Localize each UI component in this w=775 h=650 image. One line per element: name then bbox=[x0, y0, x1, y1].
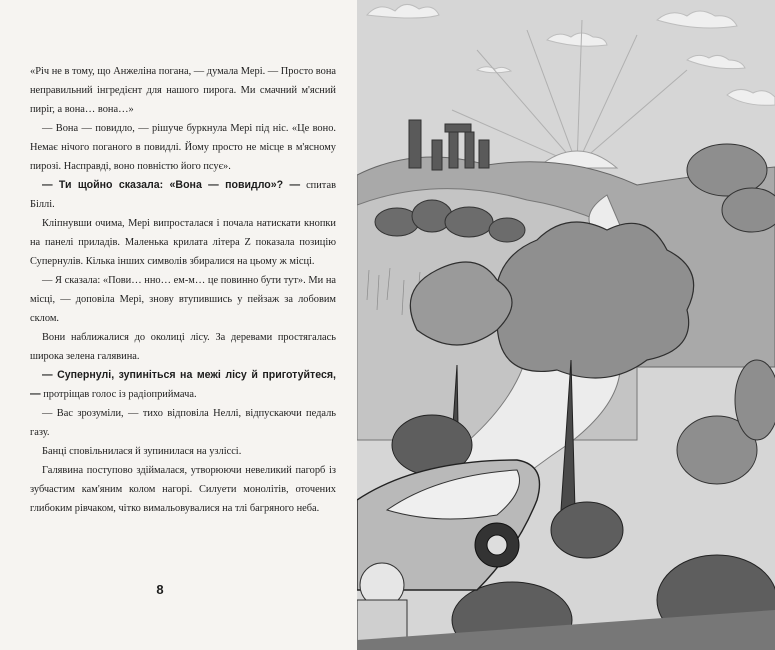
text-page bbox=[0, 0, 357, 650]
paragraph-3-rest: спитав Біллі. bbox=[30, 180, 336, 210]
paragraph-8: — Вас зрозуміли, — тихо відповіла Неллі, відпускаючи педаль газу. bbox=[30, 408, 336, 438]
paragraph-5: — Я сказала: «Пови… нно… ем-м… це повинно бути тут». Ми на місці, — доповіла Мері, знову втупившись у пейзаж за лобовим склом. bbox=[30, 275, 336, 324]
paragraph-10: Галявина поступово здіймалася, утворюючи невеликий пагорб із зубчастим кам'яним колом нагорі. Силуети монолітів, оточених глибоким рівчаком, чітко вимальовувалися на тлі багряного неба. bbox=[30, 465, 336, 514]
paragraph-4: Кліпнувши очима, Мері випросталася і почала натискати кнопки на панелі приладів. Маленька крилата літера Z показала позицію Супернулів. Кілька інших символів збиралися на цьому ж місці. bbox=[30, 218, 336, 267]
paragraph-3 bbox=[30, 176, 336, 214]
paragraph-7-bold: — Супернулі, зупиніться на межі лісу й приготуйтеся, — bbox=[30, 369, 336, 400]
page-number: 8 bbox=[156, 582, 164, 597]
paragraph-7 bbox=[30, 366, 336, 404]
text-body bbox=[30, 62, 336, 518]
paragraph-1: «Річ не в тому, що Анжеліна погана, — думала Мері. — Просто вона неправильний інгредієнт для нашого пирога. Ми смачний м'ясний пиріг, а вона… вона…» bbox=[30, 66, 336, 115]
illustration-svg bbox=[357, 0, 775, 650]
landscape-illustration bbox=[357, 0, 775, 650]
paragraph-3-bold: — Ти щойно сказала: «Вона — повидло»? — bbox=[42, 179, 301, 191]
paragraph-2: — Вона — повидло, — рішуче буркнула Мері під ніс. «Це воно. Немає нічого поганого в повидлі. Йому просто не місце в м'ясному пирозі. Насправді, воно повністю його псує». bbox=[30, 123, 336, 172]
paragraph-6: Вони наближалися до околиці лісу. За деревами простягалась широка зелена галявина. bbox=[30, 332, 336, 362]
paragraph-7-rest: протріщав голос із радіоприймача. bbox=[40, 389, 197, 400]
paragraph-9: Банці сповільнилася й зупинилася на узліссі. bbox=[42, 446, 242, 457]
